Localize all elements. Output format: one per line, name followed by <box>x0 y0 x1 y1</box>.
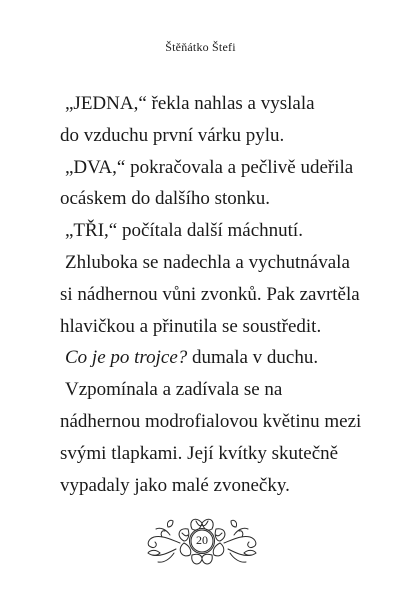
text-line: vypadaly jako malé zvonečky. <box>60 474 290 496</box>
text-line <box>65 342 360 374</box>
text-line: ocáskem do dalšího stonku. <box>60 188 271 210</box>
paragraph-1 <box>60 88 360 152</box>
text-line: svými tlapkami. Její kvítky skutečně <box>60 442 339 464</box>
text-line: Zhluboka se nadechla a vychutnávala <box>65 251 350 273</box>
text-line: si nádhernou vůni zvonků. Pak zavrtěla <box>60 283 360 305</box>
text-run: dumala v duchu. <box>187 347 319 369</box>
paragraph-5 <box>60 342 360 374</box>
paragraph-6 <box>60 374 360 501</box>
text-line: Vzpomínala a zadívala se na <box>65 379 283 401</box>
text-line: do vzduchu první várku pylu. <box>60 124 285 146</box>
text-line: „DVA,“ pokračovala a pečlivě udeřila <box>65 156 354 178</box>
body-text <box>60 88 360 501</box>
paragraph-3 <box>60 215 360 247</box>
paragraph-4 <box>60 247 360 342</box>
text-line: nádhernou modrofialovou květinu mezi <box>60 410 362 432</box>
text-line: „JEDNA,“ řekla nahlas a vyslala <box>65 93 315 114</box>
text-line: hlavičkou a přinutila se soustředit. <box>60 315 322 337</box>
italic-question: Co je po trojce? <box>65 347 188 369</box>
text-line: „TŘI,“ počítala další máchnutí. <box>65 220 303 242</box>
running-title: Štěňátko Štefi <box>165 40 236 54</box>
paragraph-2 <box>60 152 360 216</box>
page-number: 20 <box>196 533 208 547</box>
